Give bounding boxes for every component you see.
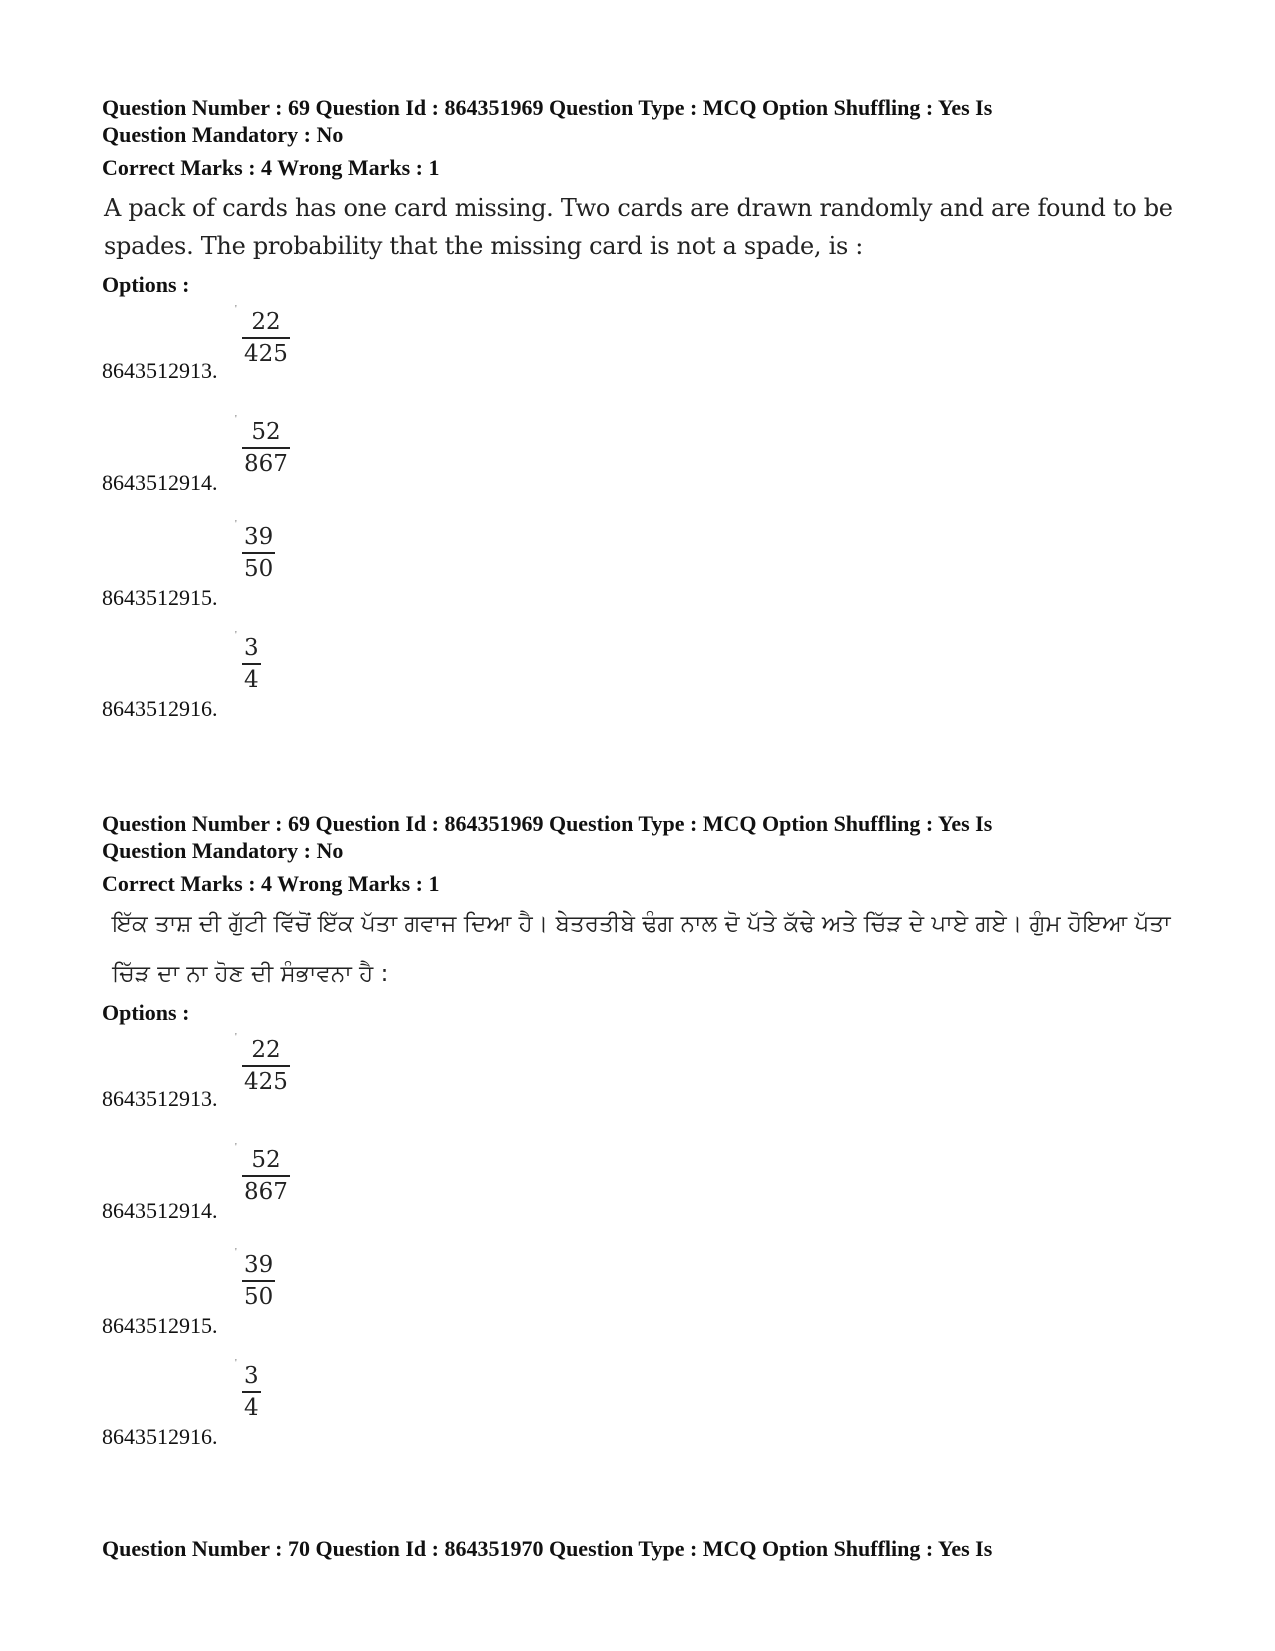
option-id: 8643512915. xyxy=(102,585,218,610)
next-question-header: Question Number : 70 Question Id : 864351970 Question Type : MCQ Option Shuffling : Yes Is xyxy=(102,1536,993,1561)
fraction-numerator: 52 xyxy=(251,419,281,445)
fraction-numerator: 39 xyxy=(244,1252,274,1278)
option-id: 8643512916. xyxy=(102,1424,218,1449)
option[interactable] xyxy=(102,632,502,732)
fraction-denominator: 50 xyxy=(244,556,274,582)
fraction-denominator: 867 xyxy=(244,451,288,477)
fraction-numerator: 52 xyxy=(251,1147,281,1173)
fraction-denominator: 4 xyxy=(244,667,259,693)
fraction-denominator: 4 xyxy=(244,1395,259,1421)
marks-line: Correct Marks : 4 Wrong Marks : 1 xyxy=(102,871,440,896)
option-marker: ' xyxy=(235,1358,237,1369)
question-mandatory: Question Mandatory : No xyxy=(102,838,344,863)
question-mandatory: Question Mandatory : No xyxy=(102,122,344,147)
option[interactable] xyxy=(102,521,502,621)
option-marker: ' xyxy=(235,414,237,425)
question-text: A pack of cards has one card missing. Two cards are drawn randomly and are found to be spades. The probability that the missing card is not a spade, is : xyxy=(104,194,1173,260)
option-marker: ' xyxy=(235,304,237,315)
options-label: Options : xyxy=(102,272,190,297)
fraction-numerator: 22 xyxy=(251,1037,281,1063)
fraction-numerator: 3 xyxy=(244,635,259,661)
option-marker: ' xyxy=(235,630,237,641)
option-fraction xyxy=(242,1251,275,1311)
options-label: Options : xyxy=(102,1000,190,1025)
option-fraction xyxy=(242,634,261,694)
fraction-numerator: 3 xyxy=(244,1363,259,1389)
option-id: 8643512913. xyxy=(102,1086,218,1111)
option-id: 8643512913. xyxy=(102,358,218,383)
fraction-denominator: 50 xyxy=(244,1284,274,1310)
fraction-denominator: 425 xyxy=(244,1069,288,1095)
marks-line: Correct Marks : 4 Wrong Marks : 1 xyxy=(102,155,440,180)
option-id: 8643512915. xyxy=(102,1313,218,1338)
option-marker: ' xyxy=(235,1142,237,1153)
fraction-numerator: 39 xyxy=(244,524,274,550)
option-fraction xyxy=(242,308,290,368)
option[interactable] xyxy=(102,1360,502,1460)
option[interactable] xyxy=(102,1249,502,1349)
question-header: Question Number : 69 Question Id : 864351969 Question Type : MCQ Option Shuffling : Yes Is xyxy=(102,811,993,836)
option[interactable] xyxy=(102,1144,502,1244)
option-id: 8643512914. xyxy=(102,470,218,495)
option-fraction xyxy=(242,1036,290,1096)
option-marker: ' xyxy=(235,1032,237,1043)
option-id: 8643512916. xyxy=(102,696,218,721)
option-fraction xyxy=(242,418,290,478)
option-fraction xyxy=(242,1362,261,1422)
option-marker: ' xyxy=(235,519,237,530)
option-id: 8643512914. xyxy=(102,1198,218,1223)
option-fraction xyxy=(242,523,275,583)
fraction-denominator: 425 xyxy=(244,341,288,367)
question-text: ਇੱਕ ਤਾਸ਼ ਦੀ ਗੁੱਟੀ ਵਿੱਚੋਂ ਇੱਕ ਪੱਤਾ ਗਵਾਜ ਦਿਆ ਹੈ। ਬੇਤਰਤੀਬੇ ਢੰਗ ਨਾਲ ਦੋ ਪੱਤੇ ਕੱਢੇ ਅਤੇ ਚਿੱੜ ਦੇ ਪਾਏ ਗਏ। ਗੁੰਮ ਹੋਇਆ ਪੱਤਾ ਚਿੱੜ ਦਾ ਨਾ ਹੋਣ ਦੀ ਸੰਭਾਵਨਾ ਹੈ : xyxy=(112,911,1171,987)
question-header: Question Number : 69 Question Id : 864351969 Question Type : MCQ Option Shuffling : Yes Is xyxy=(102,95,993,120)
option-marker: ' xyxy=(235,1247,237,1258)
fraction-denominator: 867 xyxy=(244,1179,288,1205)
option[interactable] xyxy=(102,416,502,516)
option[interactable] xyxy=(102,306,502,406)
fraction-numerator: 22 xyxy=(251,309,281,335)
option[interactable] xyxy=(102,1034,502,1134)
option-fraction xyxy=(242,1146,290,1206)
